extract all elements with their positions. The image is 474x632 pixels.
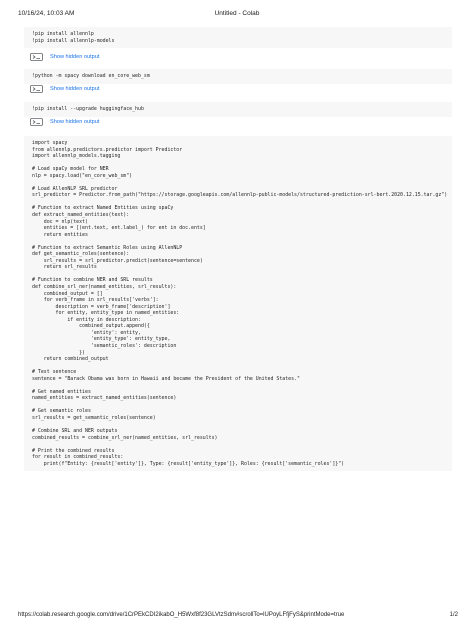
code-text[interactable]: !python -m spacy download en_core_web_sm <box>32 73 150 79</box>
page-number: 1/2 <box>449 612 458 618</box>
code-cell[interactable] <box>24 102 452 117</box>
show-hidden-output-link[interactable]: Show hidden output <box>50 119 100 125</box>
hidden-output-row[interactable] <box>30 52 99 62</box>
show-hidden-output-link[interactable]: Show hidden output <box>50 86 100 92</box>
code-cell[interactable] <box>24 27 452 48</box>
page-title: Untitled - Colab <box>214 10 260 17</box>
code-cell[interactable] <box>24 69 452 84</box>
output-toggle-icon[interactable] <box>30 118 43 126</box>
code-text[interactable]: !pip install --upgrade huggingface_hub <box>32 106 144 112</box>
print-date: 10/16/24, 10:03 AM <box>18 10 75 17</box>
page-url: https://colab.research.google.com/drive/1CrPEkCDI2ikabO_H5Wxf8f23GLVtzSdm#scrollTo=lUPoyLFfjFyS&printMode=true <box>18 612 345 618</box>
hidden-output-row[interactable] <box>30 117 99 127</box>
code-text[interactable]: import spacy from allennlp.predictors.predictor import Predictor import allennlp_models.tagging # Load spaCy model for NER nlp = spacy.load("en_core_web_sm") # Load AllenNLP SRL predictor srl_predictor = Predictor.from_path("https://storage.googleapis.com/allennlp-public-models/structured-prediction-srl-bert.2020.12.15.tar.gz") # Function to extract Named Entities using spaCy def extract_named_entities(text): doc = nlp(text) entities = [(ent.text, ent.label_) for ent in doc.ents] return entities # Function to extract Semantic Roles using AllenNLP def get_semantic_roles(sentence): srl_results = srl_predictor.predict(sentence=sentence) return srl_results # Function to combine NER and SRL results def combine_srl_ner(named_entities, srl_results): combined_output = [] for verb_frame in srl_results['verbs']: description = verb_frame['description'] for entity, entity_type in named_entities: if entity in description: combined_output.append({ 'entity': entity, 'entity_type': entity_type, 'semantic_roles': description }) return combined_output # Test sentence sentence = "Barack Obama was born in Hawaii and became the President of the United States." # Get named entities named_entities = extract_named_entities(sentence) # Get semantic roles srl_results = get_semantic_roles(sentence) # Combine SRL and NER outputs combined_results = combine_srl_ner(named_entities, srl_results) # Print the combined results for result in combined_results: print(f"Entity: {result['entity']}, Type: {result['entity_type']}, Roles: {result['semantic_roles']}") <box>32 140 448 467</box>
output-toggle-icon[interactable] <box>30 85 43 93</box>
code-text[interactable]: !pip install allennlp !pip install allennlp-models <box>32 31 115 44</box>
show-hidden-output-link[interactable]: Show hidden output <box>50 54 100 60</box>
hidden-output-row[interactable] <box>30 84 99 94</box>
code-cell[interactable] <box>24 136 452 471</box>
output-toggle-icon[interactable] <box>30 53 43 61</box>
